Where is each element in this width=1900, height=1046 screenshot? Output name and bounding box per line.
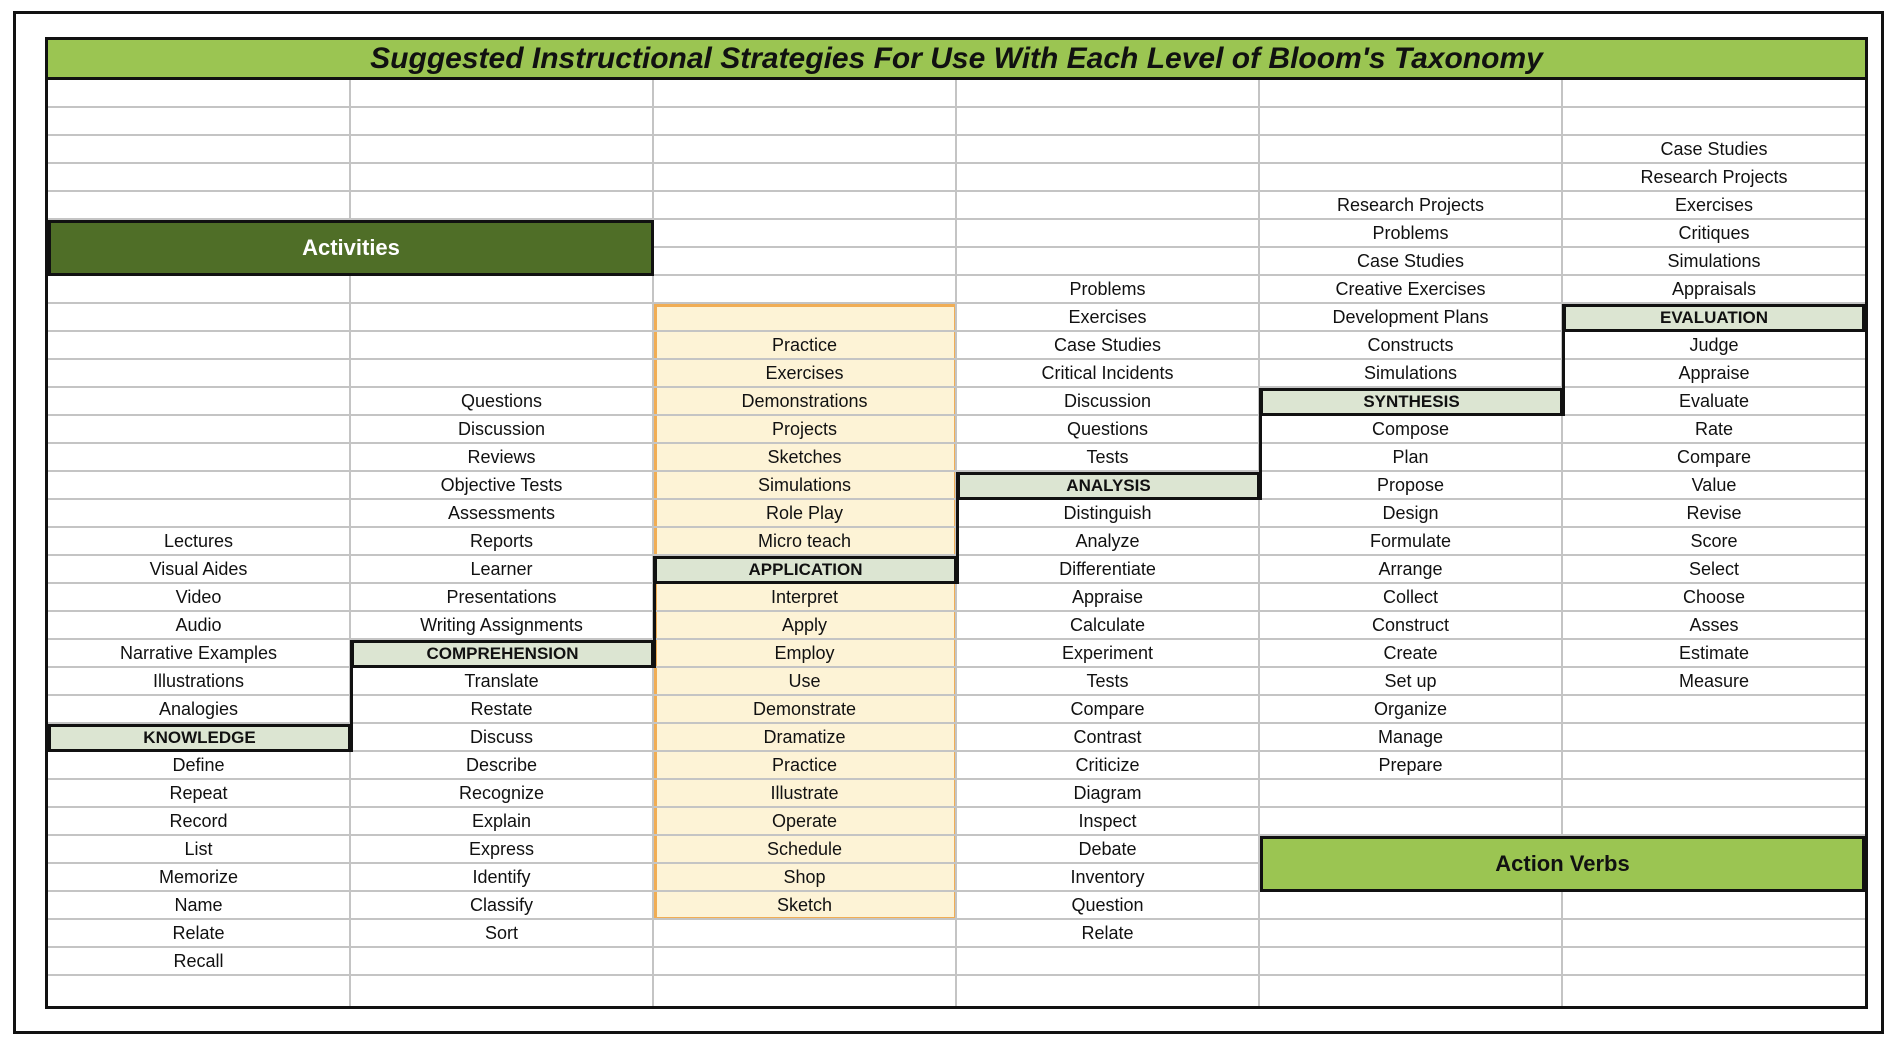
grid-cell [1563, 80, 1865, 108]
comprehension-level-header: COMPREHENSION [351, 640, 654, 668]
comprehension-verb-cell: Identify [351, 864, 654, 892]
evaluation-verb-cell: Evaluate [1563, 388, 1865, 416]
grid-cell [48, 304, 351, 332]
grid-cell [957, 248, 1260, 276]
analysis-verb-cell: Appraise [957, 584, 1260, 612]
evaluation-activity-cell: Exercises [1563, 192, 1865, 220]
synthesis-activity-cell: Case Studies [1260, 248, 1563, 276]
synthesis-verb-cell: Construct [1260, 612, 1563, 640]
evaluation-verb-cell: Judge [1563, 332, 1865, 360]
application-activity-cell: Role Play [654, 500, 957, 528]
staircase-connector [1562, 304, 1565, 416]
comprehension-activity-cell: Learner [351, 556, 654, 584]
grid-cell [1563, 752, 1865, 780]
grid-cell [351, 276, 654, 304]
grid-cell [654, 164, 957, 192]
grid-cell [957, 164, 1260, 192]
application-verb-cell: Apply [654, 612, 957, 640]
evaluation-verb-cell: Asses [1563, 612, 1865, 640]
comprehension-verb-cell: Explain [351, 808, 654, 836]
grid-cell [1260, 808, 1563, 836]
knowledge-verb-cell: Recall [48, 948, 351, 976]
comprehension-verb-cell: Express [351, 836, 654, 864]
knowledge-verb-cell: Memorize [48, 864, 351, 892]
comprehension-activity-cell: Discussion [351, 416, 654, 444]
analysis-verb-cell: Debate [957, 836, 1260, 864]
grid-cell [48, 108, 351, 136]
evaluation-verb-cell: Appraise [1563, 360, 1865, 388]
grid-cell [351, 360, 654, 388]
grid-cell [48, 332, 351, 360]
evaluation-verb-cell: Choose [1563, 584, 1865, 612]
grid-cell [1563, 920, 1865, 948]
grid-cell [654, 80, 957, 108]
grid-cell [654, 920, 957, 948]
evaluation-verb-cell: Score [1563, 528, 1865, 556]
grid-cell [654, 304, 957, 332]
grid-cell [654, 948, 957, 976]
knowledge-verb-cell: List [48, 836, 351, 864]
grid-cell [957, 136, 1260, 164]
grid-cell [48, 976, 351, 1009]
staircase-connector [653, 556, 656, 668]
evaluation-verb-cell: Rate [1563, 416, 1865, 444]
comprehension-activity-cell: Objective Tests [351, 472, 654, 500]
grid-cell [48, 444, 351, 472]
analysis-activity-cell: Tests [957, 444, 1260, 472]
grid-cell [48, 472, 351, 500]
knowledge-verb-cell: Relate [48, 920, 351, 948]
grid-cell [1260, 920, 1563, 948]
grid-cell [48, 500, 351, 528]
grid-cell [1260, 164, 1563, 192]
grid-cell [1260, 108, 1563, 136]
grid-cell [957, 976, 1260, 1009]
grid-cell [1563, 108, 1865, 136]
grid-cell [1563, 696, 1865, 724]
evaluation-verb-cell: Revise [1563, 500, 1865, 528]
knowledge-level-header: KNOWLEDGE [48, 724, 351, 752]
application-activity-cell: Simulations [654, 472, 957, 500]
table-title: Suggested Instructional Strategies For Use With Each Level of Bloom's Taxonomy [48, 40, 1865, 80]
grid-cell [48, 276, 351, 304]
grid-cell [1260, 892, 1563, 920]
analysis-activity-cell: Exercises [957, 304, 1260, 332]
evaluation-verb-cell: Compare [1563, 444, 1865, 472]
application-activity-cell: Sketches [654, 444, 957, 472]
grid-cell [1563, 948, 1865, 976]
knowledge-verb-cell: Define [48, 752, 351, 780]
analysis-verb-cell: Diagram [957, 780, 1260, 808]
synthesis-activity-cell: Research Projects [1260, 192, 1563, 220]
comprehension-verb-cell: Discuss [351, 724, 654, 752]
application-verb-cell: Use [654, 668, 957, 696]
grid-cell [351, 192, 654, 220]
grid-cell [351, 304, 654, 332]
evaluation-activity-cell: Appraisals [1563, 276, 1865, 304]
application-verb-cell: Schedule [654, 836, 957, 864]
comprehension-activity-cell: Reviews [351, 444, 654, 472]
grid-cell [351, 332, 654, 360]
grid-cell [351, 164, 654, 192]
analysis-activity-cell: Discussion [957, 388, 1260, 416]
application-verb-cell: Sketch [654, 892, 957, 920]
analysis-activity-cell: Questions [957, 416, 1260, 444]
evaluation-activity-cell: Simulations [1563, 248, 1865, 276]
synthesis-verb-cell: Create [1260, 640, 1563, 668]
application-level-header: APPLICATION [654, 556, 957, 584]
grid-cell [48, 416, 351, 444]
synthesis-verb-cell: Organize [1260, 696, 1563, 724]
grid-cell [48, 136, 351, 164]
grid-cell [957, 80, 1260, 108]
analysis-activity-cell: Case Studies [957, 332, 1260, 360]
analysis-verb-cell: Experiment [957, 640, 1260, 668]
application-activity-cell: Practice [654, 332, 957, 360]
synthesis-verb-cell: Set up [1260, 668, 1563, 696]
knowledge-verb-cell: Name [48, 892, 351, 920]
grid-cell [351, 108, 654, 136]
synthesis-verb-cell: Prepare [1260, 752, 1563, 780]
knowledge-activity-cell: Analogies [48, 696, 351, 724]
grid-cell [1563, 724, 1865, 752]
activities-banner: Activities [48, 220, 654, 276]
evaluation-verb-cell: Value [1563, 472, 1865, 500]
grid-cell [48, 192, 351, 220]
analysis-verb-cell: Relate [957, 920, 1260, 948]
analysis-level-header: ANALYSIS [957, 472, 1260, 500]
application-activity-cell: Demonstrations [654, 388, 957, 416]
synthesis-activity-cell: Creative Exercises [1260, 276, 1563, 304]
application-verb-cell: Interpret [654, 584, 957, 612]
analysis-verb-cell: Question [957, 892, 1260, 920]
grid-cell [48, 164, 351, 192]
application-verb-cell: Illustrate [654, 780, 957, 808]
comprehension-verb-cell: Describe [351, 752, 654, 780]
grid-cell [48, 388, 351, 416]
grid-cell [351, 80, 654, 108]
knowledge-activity-cell: Video [48, 584, 351, 612]
comprehension-verb-cell: Sort [351, 920, 654, 948]
grid-cell [654, 248, 957, 276]
spreadsheet-table [45, 37, 1868, 1009]
grid-cell [654, 276, 957, 304]
grid-cell [957, 220, 1260, 248]
application-verb-cell: Dramatize [654, 724, 957, 752]
comprehension-activity-cell: Reports [351, 528, 654, 556]
comprehension-verb-cell: Translate [351, 668, 654, 696]
comprehension-verb-cell: Classify [351, 892, 654, 920]
analysis-verb-cell: Inspect [957, 808, 1260, 836]
evaluation-verb-cell: Estimate [1563, 640, 1865, 668]
analysis-verb-cell: Distinguish [957, 500, 1260, 528]
knowledge-activity-cell: Lectures [48, 528, 351, 556]
evaluation-level-header: EVALUATION [1563, 304, 1865, 332]
application-verb-cell: Demonstrate [654, 696, 957, 724]
synthesis-verb-cell: Formulate [1260, 528, 1563, 556]
analysis-verb-cell: Analyze [957, 528, 1260, 556]
evaluation-verb-cell: Select [1563, 556, 1865, 584]
grid-cell [1563, 976, 1865, 1009]
synthesis-activity-cell: Simulations [1260, 360, 1563, 388]
grid-cell [654, 136, 957, 164]
grid-cell [1260, 948, 1563, 976]
grid-cell [351, 136, 654, 164]
application-verb-cell: Operate [654, 808, 957, 836]
grid-cell [654, 108, 957, 136]
action-verbs-banner: Action Verbs [1260, 836, 1865, 892]
synthesis-verb-cell: Design [1260, 500, 1563, 528]
application-verb-cell: Shop [654, 864, 957, 892]
application-activity-cell: Projects [654, 416, 957, 444]
analysis-verb-cell: Contrast [957, 724, 1260, 752]
comprehension-activity-cell: Assessments [351, 500, 654, 528]
analysis-verb-cell: Tests [957, 668, 1260, 696]
synthesis-level-header: SYNTHESIS [1260, 388, 1563, 416]
synthesis-verb-cell: Arrange [1260, 556, 1563, 584]
knowledge-activity-cell: Visual Aides [48, 556, 351, 584]
evaluation-activity-cell: Case Studies [1563, 136, 1865, 164]
grid-cell [654, 976, 957, 1009]
evaluation-activity-cell: Critiques [1563, 220, 1865, 248]
analysis-verb-cell: Differentiate [957, 556, 1260, 584]
comprehension-verb-cell: Restate [351, 696, 654, 724]
application-activity-cell: Micro teach [654, 528, 957, 556]
grid-cell [654, 220, 957, 248]
analysis-verb-cell: Criticize [957, 752, 1260, 780]
evaluation-verb-cell: Measure [1563, 668, 1865, 696]
analysis-verb-cell: Compare [957, 696, 1260, 724]
synthesis-activity-cell: Development Plans [1260, 304, 1563, 332]
comprehension-activity-cell: Writing Assignments [351, 612, 654, 640]
synthesis-verb-cell: Compose [1260, 416, 1563, 444]
grid-cell [1563, 892, 1865, 920]
staircase-connector [1259, 388, 1262, 500]
grid-cell [957, 192, 1260, 220]
synthesis-activity-cell: Problems [1260, 220, 1563, 248]
grid-cell [1563, 808, 1865, 836]
knowledge-activity-cell: Audio [48, 612, 351, 640]
comprehension-activity-cell: Questions [351, 388, 654, 416]
grid-cell [1260, 136, 1563, 164]
grid-cell [957, 948, 1260, 976]
staircase-connector [350, 640, 353, 752]
analysis-verb-cell: Calculate [957, 612, 1260, 640]
grid-cell [351, 948, 654, 976]
synthesis-activity-cell: Constructs [1260, 332, 1563, 360]
comprehension-activity-cell: Presentations [351, 584, 654, 612]
grid-cell [654, 192, 957, 220]
staircase-connector [956, 472, 959, 584]
grid-cell [351, 976, 654, 1009]
knowledge-activity-cell: Illustrations [48, 668, 351, 696]
knowledge-activity-cell: Narrative Examples [48, 640, 351, 668]
comprehension-verb-cell: Recognize [351, 780, 654, 808]
knowledge-verb-cell: Repeat [48, 780, 351, 808]
grid-cell [48, 360, 351, 388]
grid-cell [1260, 80, 1563, 108]
analysis-verb-cell: Inventory [957, 864, 1260, 892]
grid-cell [48, 80, 351, 108]
application-verb-cell: Employ [654, 640, 957, 668]
grid-cell [1260, 780, 1563, 808]
application-activity-cell: Exercises [654, 360, 957, 388]
grid-cell [1260, 976, 1563, 1009]
application-verb-cell: Practice [654, 752, 957, 780]
analysis-activity-cell: Critical Incidents [957, 360, 1260, 388]
analysis-activity-cell: Problems [957, 276, 1260, 304]
grid-cell [957, 108, 1260, 136]
evaluation-activity-cell: Research Projects [1563, 164, 1865, 192]
synthesis-verb-cell: Collect [1260, 584, 1563, 612]
synthesis-verb-cell: Plan [1260, 444, 1563, 472]
grid-cell [1563, 780, 1865, 808]
synthesis-verb-cell: Propose [1260, 472, 1563, 500]
synthesis-verb-cell: Manage [1260, 724, 1563, 752]
knowledge-verb-cell: Record [48, 808, 351, 836]
